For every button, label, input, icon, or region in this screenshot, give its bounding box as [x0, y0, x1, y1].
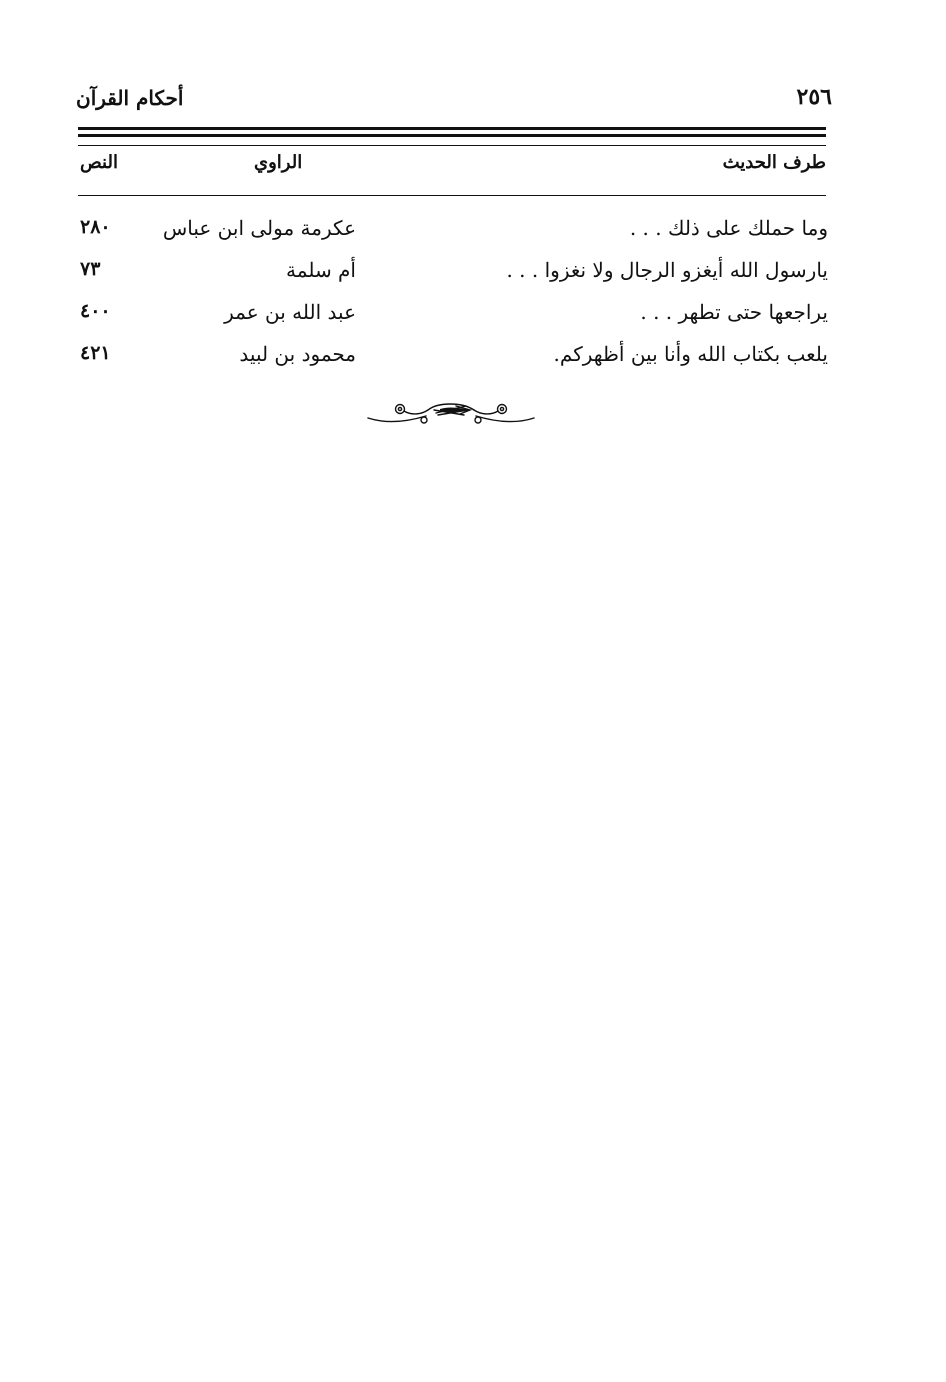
hadith-cell: يارسول الله أيغزو الرجال ولا نغزوا . . . — [506, 258, 828, 282]
page-number: ٢٥٦ — [796, 84, 832, 110]
table-row — [76, 342, 828, 384]
number-cell: ٤٠٠ — [80, 300, 111, 322]
running-header — [76, 84, 832, 120]
number-cell: ٧٣ — [80, 258, 101, 280]
table-row — [76, 216, 828, 258]
number-cell: ٢٨٠ — [80, 216, 111, 238]
narrator-cell: أم سلمة — [286, 258, 356, 282]
narrator-cell: عبد الله بن عمر — [224, 300, 356, 324]
narrator-cell: عكرمة مولى ابن عباس — [162, 216, 356, 240]
header-rule-thick-top — [78, 127, 826, 130]
header-rule-thick-bottom — [78, 134, 826, 137]
column-header-hadith: طرف الحديث — [722, 152, 826, 173]
hadith-cell: يلعب بكتاب الله وأنا بين أظهركم. — [553, 342, 828, 366]
hadith-index-table — [76, 216, 828, 384]
table-top-rule — [78, 145, 826, 146]
hadith-cell: وما حملك على ذلك . . . — [629, 216, 828, 240]
column-header-rule — [78, 195, 826, 196]
table-row — [76, 300, 828, 342]
column-header-number: النص — [80, 152, 118, 173]
narrator-cell: محمود بن لبيد — [239, 342, 356, 366]
floral-divider-icon — [366, 398, 536, 428]
number-cell: ٤٢١ — [80, 342, 111, 364]
table-row — [76, 258, 828, 300]
column-header-narrator: الراوي — [254, 152, 303, 173]
book-title: أحكام القرآن — [76, 86, 184, 110]
hadith-cell: يراجعها حتى تطهر . . . — [640, 300, 828, 324]
